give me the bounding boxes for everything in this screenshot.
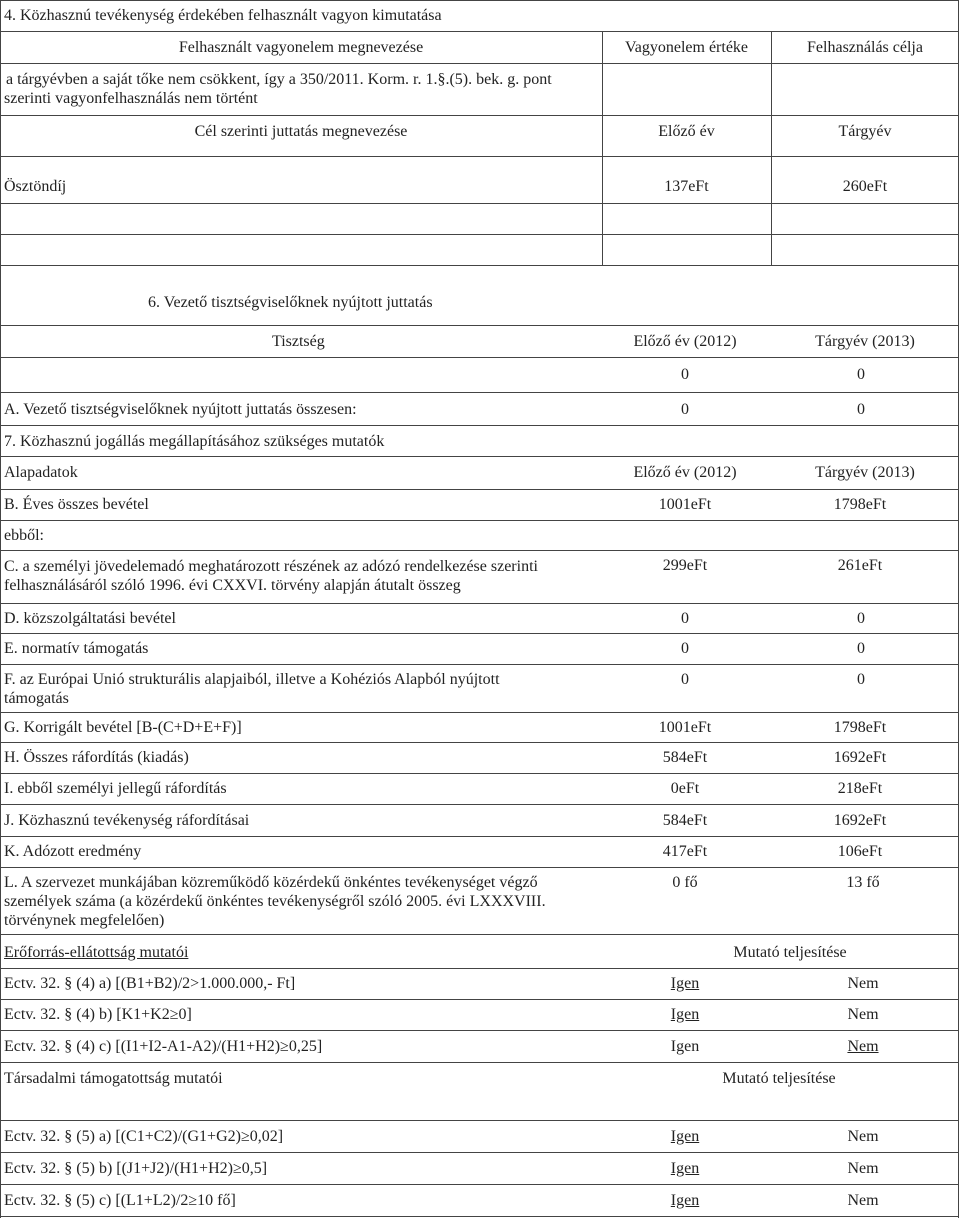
resource-row-b-label: Ectv. 32. § (4) b) [K1+K2≥0] (4, 1006, 192, 1023)
col-header-prev-2012: Előző év (2012) (633, 464, 737, 481)
row-h-prev: 584eFt (662, 749, 708, 766)
col-header-prev-year: Előző év (658, 123, 715, 140)
row-l-label-1: L. A szervezet munkájában közreműködő közérdekű önkéntes tevékenységet végző (4, 874, 538, 891)
row-g-curr: 1798eFt (833, 719, 887, 736)
col-header-curr-2013: Tárgyév (2013) (815, 333, 915, 350)
row-j-label: J. Közhasznú tevékenység ráfordításai (4, 812, 250, 829)
col-header-usage-purpose: Felhasználás célja (807, 39, 923, 56)
officer-total-prev: 0 (681, 401, 689, 418)
section-7-title: 7. Közhasznú jogállás megállapításához szükséges mutatók (4, 433, 385, 450)
row-h-label: H. Összes ráfordítás (kiadás) (4, 749, 189, 766)
asset-note-line-2: szerinti vagyonfelhasználás nem történt (4, 90, 258, 107)
officer-curr-value: 0 (857, 366, 865, 383)
row-e-label: E. normatív támogatás (4, 640, 149, 657)
row-g-label: G. Korrigált bevétel [B-(C+D+E+F)] (4, 719, 242, 736)
row-k-prev: 417eFt (662, 843, 708, 860)
resource-row-c-no: Nem (847, 1038, 879, 1055)
row-g-prev: 1001eFt (658, 719, 712, 736)
row-c-label-1: C. a személyi jövedelemadó meghatározott részének az adózó rendelkezése szerinti (4, 558, 538, 575)
social-row-a-no: Nem (847, 1128, 879, 1145)
section-4-title: 4. Közhasznú tevékenység érdekében felhasznált vagyon kimutatása (4, 7, 442, 24)
resource-row-c-label: Ectv. 32. § (4) c) [(I1+I2-A1-A2)/(H1+H2)≥0,25] (4, 1038, 323, 1055)
col-header-base-data: Alapadatok (4, 464, 78, 481)
row-l-label-2: személyek száma (a közérdekű önkéntes tevékenységről szóló 2005. évi LXXXVIII. (4, 893, 546, 910)
col-header-asset-value: Vagyonelem értéke (624, 39, 749, 56)
row-k-curr: 106eFt (837, 843, 883, 860)
section-6-title: 6. Vezető tisztségviselőknek nyújtott juttatás (148, 294, 433, 311)
col-header-prev-2012: Előző év (2012) (633, 333, 737, 350)
row-d-curr: 0 (857, 610, 865, 627)
social-row-a-yes: Igen (670, 1128, 700, 1145)
col-header-curr-2013: Tárgyév (2013) (815, 464, 915, 481)
social-result-header: Mutató teljesítése (722, 1070, 836, 1087)
officer-prev-value: 0 (681, 366, 689, 383)
row-j-prev: 584eFt (662, 812, 708, 829)
asset-note-line-1: a tárgyévben a saját tőke nem csökkent, így a 350/2011. Korm. r. 1.§.(5). bek. g. pont (6, 71, 552, 88)
row-b-curr: 1798eFt (833, 496, 887, 513)
social-row-c-label: Ectv. 32. § (5) c) [(L1+L2)/2≥10 fő] (4, 1192, 236, 1209)
resource-indicators-title: Erőforrás-ellátottság mutatói (4, 944, 189, 961)
resource-row-a-yes: Igen (670, 975, 700, 992)
row-l-curr: 13 fő (846, 874, 880, 891)
row-f-label-1: F. az Európai Unió strukturális alapjaiból, illetve a Kohéziós Alapból nyújtott (4, 671, 500, 688)
social-row-c-yes: Igen (670, 1192, 700, 1209)
row-i-prev: 0eFt (670, 780, 700, 797)
resource-row-b-yes: Igen (670, 1006, 700, 1023)
row-f-label-2: támogatás (4, 690, 69, 707)
social-row-c-no: Nem (847, 1192, 879, 1209)
social-row-b-yes: Igen (670, 1160, 700, 1177)
row-j-curr: 1692eFt (833, 812, 887, 829)
row-e-curr: 0 (857, 640, 865, 657)
row-ebbol-label: ebből: (4, 527, 44, 544)
row-c-prev: 299eFt (662, 557, 708, 574)
officer-total-label: A. Vezető tisztségviselőknek nyújtott juttatás összesen: (4, 401, 357, 418)
resource-row-a-label: Ectv. 32. § (4) a) [(B1+B2)/2>1.000.000,- Ft] (4, 975, 296, 992)
row-b-prev: 1001eFt (658, 496, 712, 513)
row-f-prev: 0 (681, 671, 689, 688)
row-l-label-3: törvénynek megfelelően) (4, 912, 165, 929)
resource-row-c-yes: Igen (670, 1038, 700, 1055)
row-k-label: K. Adózott eredmény (4, 843, 142, 860)
officer-total-curr: 0 (857, 401, 865, 418)
row-i-label: I. ebből személyi jellegű ráfordítás (4, 780, 227, 797)
benefit-curr-value: 260eFt (842, 178, 888, 195)
resource-result-header: Mutató teljesítése (733, 944, 847, 961)
row-d-prev: 0 (681, 610, 689, 627)
row-i-curr: 218eFt (837, 780, 883, 797)
col-header-asset-name: Felhasznált vagyonelem megnevezése (178, 39, 424, 56)
row-c-label-2: felhasználásáról szóló 1996. évi CXXVI. törvény alapján átutalt összeg (4, 577, 461, 594)
resource-row-b-no: Nem (847, 1006, 879, 1023)
social-row-b-label: Ectv. 32. § (5) b) [(J1+J2)/(H1+H2)≥0,5] (4, 1160, 268, 1177)
row-h-curr: 1692eFt (833, 749, 887, 766)
social-row-a-label: Ectv. 32. § (5) a) [(C1+C2)/(G1+G2)≥0,02] (4, 1128, 284, 1145)
row-c-curr: 261eFt (837, 557, 883, 574)
benefit-name: Ösztöndíj (4, 178, 67, 195)
row-d-label: D. közszolgáltatási bevétel (4, 610, 176, 627)
row-b-label: B. Éves összes bevétel (4, 496, 149, 513)
row-l-prev: 0 fő (672, 874, 698, 891)
social-indicators-title: Társadalmi támogatottság mutatói (4, 1070, 223, 1087)
col-header-curr-year: Tárgyév (838, 123, 892, 140)
resource-row-a-no: Nem (847, 975, 879, 992)
row-e-prev: 0 (681, 640, 689, 657)
row-f-curr: 0 (857, 671, 865, 688)
benefit-prev-value: 137eFt (664, 178, 709, 195)
col-header-position: Tisztség (272, 333, 325, 350)
col-header-benefit-name: Cél szerinti juttatás megnevezése (194, 123, 408, 140)
social-row-b-no: Nem (847, 1160, 879, 1177)
